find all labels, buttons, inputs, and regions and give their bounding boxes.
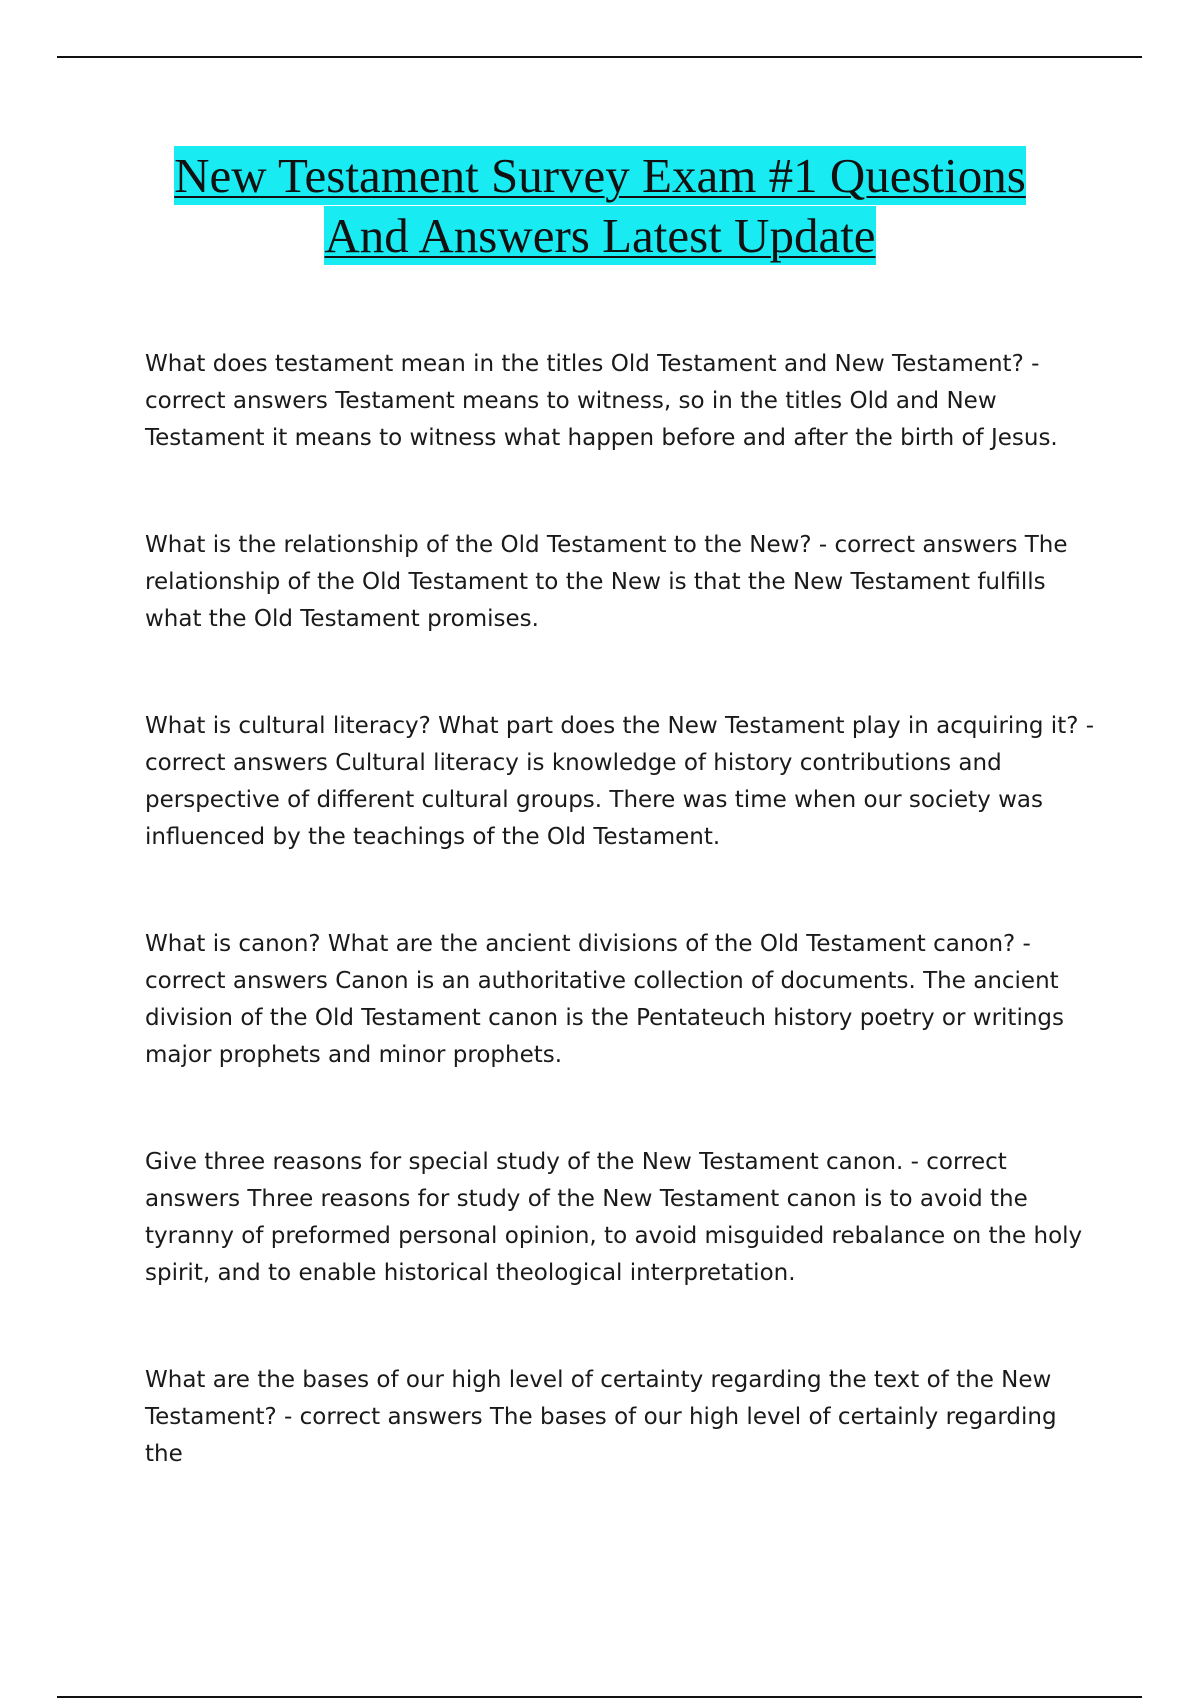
qa-item-6: What are the bases of our high level of certainty regarding the text of the New Testament? - correct answers The bases of our high level of certainly regarding the <box>145 1367 1057 1467</box>
bottom-rule <box>57 1696 1142 1698</box>
qa-item-5: Give three reasons for special study of the New Testament canon. - correct answers Three reasons for study of the New Testament canon is to avoid the tyranny of preformed personal opinion, to avoid misguided rebalance on the holy spirit, and to enable historical theological interpretation. <box>145 1149 1083 1286</box>
qa-item-4: What is canon? What are the ancient divisions of the Old Testament canon? - correct answers Canon is an authoritative collection of documents. The ancient division of the Old Testament canon is the Pentateuch history poetry or writings major prophets and minor prophets. <box>145 931 1065 1068</box>
title-line-2: And Answers Latest Update <box>324 208 876 263</box>
document-title <box>60 146 1140 266</box>
qa-list <box>145 346 1095 1543</box>
qa-item-1: What does testament mean in the titles Old Testament and New Testament? - correct answers Testament means to witness, so in the titles Old and New Testament it means to witness what happen before and after the birth of Jesus. <box>145 351 1058 451</box>
qa-item-3: What is cultural literacy? What part does the New Testament play in acquiring it? - correct answers Cultural literacy is knowledge of history contributions and perspective of different cultural groups. There was time when our society was influenced by the teachings of the Old Testament. <box>145 713 1095 850</box>
qa-item-2: What is the relationship of the Old Testament to the New? - correct answers The relationship of the Old Testament to the New is that the New Testament fulfills what the Old Testament promises. <box>145 532 1068 632</box>
top-rule <box>57 56 1142 58</box>
title-line-1: New Testament Survey Exam #1 Questions <box>174 148 1026 203</box>
